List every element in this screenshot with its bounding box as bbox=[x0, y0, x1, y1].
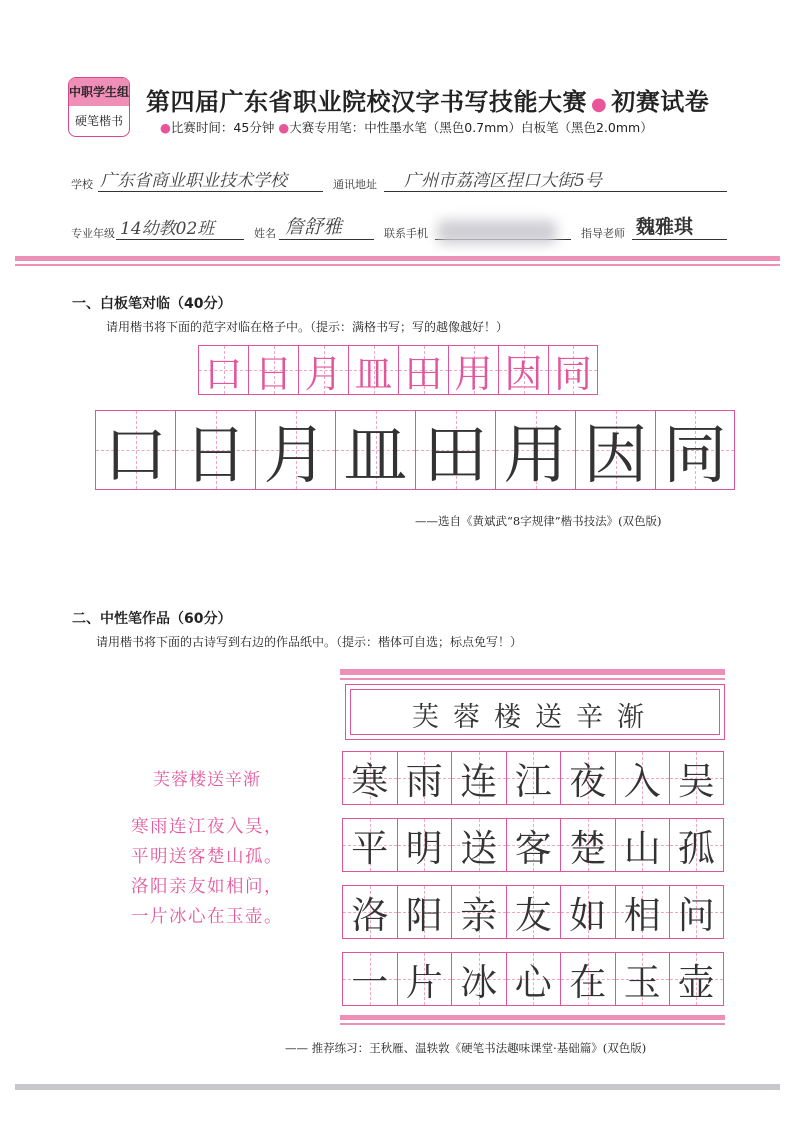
paper-line bbox=[340, 678, 725, 680]
written-cell: 皿 bbox=[335, 410, 415, 490]
model-char-grid bbox=[198, 345, 598, 395]
exam-title-suffix: 初赛试卷 bbox=[611, 88, 710, 116]
major-label: 专业年级 bbox=[71, 227, 115, 240]
exam-pen: 大赛专用笔：中性墨水笔（黑色0.7mm）白板笔（黑色2.0mm） bbox=[289, 120, 653, 135]
category-badge bbox=[68, 77, 130, 137]
school-line bbox=[98, 191, 323, 192]
paper-cell: 问 bbox=[669, 885, 724, 939]
poem-line: 一片冰心在玉壶。 bbox=[131, 907, 283, 927]
address-label: 通讯地址 bbox=[333, 178, 377, 191]
paper-cell: 在 bbox=[560, 952, 615, 1006]
written-cell: 田 bbox=[415, 410, 495, 490]
model-cell: 因 bbox=[498, 345, 548, 395]
poem-line: 洛阳亲友如相问， bbox=[131, 877, 283, 897]
name-value: 詹舒雅 bbox=[285, 216, 343, 238]
paper-cell: 冰 bbox=[451, 952, 506, 1006]
section2-heading: 二、中性笔作品（60分） bbox=[72, 611, 232, 627]
exam-time: 比赛时间：45分钟 bbox=[170, 120, 275, 135]
section2-instruction: 请用楷书将下面的古诗写到右边的作品纸中。（提示：楷体可自选；标点免写！） bbox=[96, 635, 523, 649]
name-line bbox=[279, 239, 374, 240]
paper-cell: 夜 bbox=[560, 751, 615, 805]
paper-cell: 片 bbox=[397, 952, 452, 1006]
model-cell: 日 bbox=[248, 345, 298, 395]
paper-cell: 山 bbox=[615, 818, 670, 872]
exam-subtitle bbox=[160, 118, 653, 136]
paper-cell: 客 bbox=[506, 818, 561, 872]
paper-band bbox=[340, 669, 725, 675]
phone-label: 联系手机 bbox=[384, 227, 428, 240]
teacher-line bbox=[632, 239, 727, 240]
paper-cell: 入 bbox=[615, 751, 670, 805]
paper-cell: 相 bbox=[615, 885, 670, 939]
exam-title-main: 第四届广东省职业院校汉字书写技能大赛 bbox=[146, 88, 587, 116]
paper-cell: 楚 bbox=[560, 818, 615, 872]
divider-band bbox=[15, 256, 780, 261]
name-label: 姓名 bbox=[254, 227, 276, 240]
written-cell: 口 bbox=[95, 410, 175, 490]
badge-group-label: 中职学生组 bbox=[69, 78, 129, 106]
poem-line: 平明送客楚山孤。 bbox=[131, 847, 283, 867]
paper-cell: 亲 bbox=[451, 885, 506, 939]
school-label: 学校 bbox=[71, 178, 93, 191]
address-line bbox=[384, 191, 727, 192]
paper-cell: 一 bbox=[342, 952, 397, 1006]
major-line bbox=[116, 239, 244, 240]
paper-cell: 如 bbox=[560, 885, 615, 939]
written-cell: 月 bbox=[255, 410, 335, 490]
divider-line bbox=[15, 264, 780, 266]
redacted-phone bbox=[437, 220, 557, 244]
paper-cell: 雨 bbox=[397, 751, 452, 805]
major-value: 14幼教02班 bbox=[120, 219, 215, 239]
model-cell: 同 bbox=[548, 345, 598, 395]
poem-line: 寒雨连江夜入吴， bbox=[131, 817, 283, 837]
section1-source-note: ——选自《黄斌武“8字规律”楷书技法》(双色版) bbox=[415, 514, 662, 528]
school-value: 广东省商业职业技术学校 bbox=[100, 171, 287, 191]
badge-style-label: 硬笔楷书 bbox=[74, 114, 123, 128]
paper-cell: 壶 bbox=[669, 952, 724, 1006]
model-cell: 用 bbox=[448, 345, 498, 395]
paper-row bbox=[342, 952, 724, 1006]
pink-dot-icon: ● bbox=[591, 94, 608, 115]
paper-title: 芙蓉楼送辛渐 bbox=[412, 702, 658, 733]
pink-dot-icon: ● bbox=[160, 120, 171, 135]
paper-row bbox=[342, 751, 724, 805]
paper-cell: 江 bbox=[506, 751, 561, 805]
written-cell: 同 bbox=[655, 410, 735, 490]
paper-cell: 寒 bbox=[342, 751, 397, 805]
poem-title: 芙蓉楼送辛渐 bbox=[153, 770, 261, 790]
paper-title-box bbox=[345, 684, 725, 740]
written-char-grid bbox=[95, 410, 735, 493]
bottom-bar bbox=[15, 1084, 780, 1090]
model-cell: 皿 bbox=[348, 345, 398, 395]
written-cell: 日 bbox=[175, 410, 255, 490]
pink-dot-icon: ● bbox=[278, 120, 290, 135]
paper-cell: 心 bbox=[506, 952, 561, 1006]
section1-heading: 一、白板笔对临（40分） bbox=[72, 296, 232, 312]
model-cell: 田 bbox=[398, 345, 448, 395]
paper-row bbox=[342, 818, 724, 872]
teacher-label: 指导老师 bbox=[581, 227, 625, 240]
model-cell: 口 bbox=[198, 345, 248, 395]
written-cell: 因 bbox=[575, 410, 655, 490]
written-cell: 用 bbox=[495, 410, 575, 490]
recommend-note: —— 推荐练习：王秋雁、温轶敦《硬笔书法趣味课堂·基础篇》(双色版) bbox=[285, 1041, 647, 1055]
section1-instruction: 请用楷书将下面的范字对临在格子中。（提示：满格书写；写的越像越好！） bbox=[106, 320, 509, 334]
paper-cell: 明 bbox=[397, 818, 452, 872]
paper-cell: 平 bbox=[342, 818, 397, 872]
paper-bottom-line bbox=[340, 1023, 725, 1025]
paper-cell: 洛 bbox=[342, 885, 397, 939]
exam-title bbox=[146, 82, 709, 117]
paper-bottom-band bbox=[340, 1015, 725, 1020]
address-value: 广州市荔湾区捏口大街5号 bbox=[404, 171, 602, 191]
paper-cell: 友 bbox=[506, 885, 561, 939]
model-cell: 月 bbox=[298, 345, 348, 395]
paper-cell: 吴 bbox=[669, 751, 724, 805]
paper-cell: 玉 bbox=[615, 952, 670, 1006]
teacher-value: 魏雅琪 bbox=[636, 216, 694, 238]
paper-cell: 连 bbox=[451, 751, 506, 805]
paper-cell: 送 bbox=[451, 818, 506, 872]
paper-row bbox=[342, 885, 724, 939]
paper-cell: 阳 bbox=[397, 885, 452, 939]
paper-cell: 孤 bbox=[669, 818, 724, 872]
